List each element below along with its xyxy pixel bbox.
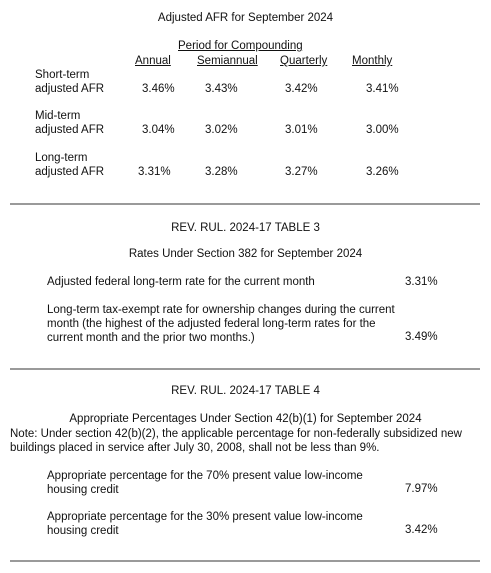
item-value: 3.31% <box>405 276 438 288</box>
period-header: Period for Compounding <box>178 40 303 52</box>
rate-quarterly: 3.27% <box>285 166 318 178</box>
rate-quarterly: 3.42% <box>285 83 318 95</box>
row-label: Mid-term <box>35 110 81 122</box>
rate-monthly: 3.41% <box>366 83 399 95</box>
table3-heading: REV. RUL. 2024-17 TABLE 3 <box>171 222 320 234</box>
rate-annual: 3.04% <box>142 124 175 136</box>
row-label: adjusted AFR <box>35 166 105 178</box>
column-header-semiannual: Semiannual <box>197 55 258 67</box>
rate-annual: 3.46% <box>142 83 175 95</box>
section-divider <box>10 203 480 205</box>
item-value: 7.97% <box>405 483 438 495</box>
item-value: 3.42% <box>405 524 438 536</box>
column-header-annual: Annual <box>135 55 171 67</box>
rate-semiannual: 3.02% <box>205 124 238 136</box>
item-text: Long-term tax-exempt rate for ownership changes during the current month (the highest of the adjusted federal long-term rates for the current month and the prior two months.) <box>47 304 395 344</box>
afr-title: Adjusted AFR for September 2024 <box>157 12 334 24</box>
table4-subheading: Appropriate Percentages Under Section 42(b)(1) for September 2024 <box>69 413 422 425</box>
item-text: Adjusted federal long-term rate for the current month <box>47 276 315 288</box>
item-value: 3.49% <box>405 331 438 343</box>
item-text: Appropriate percentage for the 70% present value low-income housing credit <box>47 470 363 496</box>
row-label: Long-term <box>35 152 88 164</box>
column-header-quarterly: Quarterly <box>280 55 328 67</box>
table4-note: Note: Under section 42(b)(2), the applicable percentage for non-federally subsidized new buildings placed in service after July 30, 2008, shall not be less than 9%. <box>10 428 462 454</box>
rate-semiannual: 3.43% <box>205 83 238 95</box>
row-label: adjusted AFR <box>35 124 105 136</box>
rate-semiannual: 3.28% <box>205 166 238 178</box>
rate-annual: 3.31% <box>138 166 171 178</box>
section-divider <box>10 368 480 370</box>
table3-subheading: Rates Under Section 382 for September 2024 <box>128 248 363 260</box>
rate-monthly: 3.00% <box>366 124 399 136</box>
row-label: adjusted AFR <box>35 83 105 95</box>
table4-heading: REV. RUL. 2024-17 TABLE 4 <box>171 385 320 397</box>
rate-quarterly: 3.01% <box>285 124 318 136</box>
rate-monthly: 3.26% <box>366 166 399 178</box>
item-text: Appropriate percentage for the 30% present value low-income housing credit <box>47 511 363 537</box>
column-header-monthly: Monthly <box>352 55 393 67</box>
section-divider <box>10 560 480 562</box>
row-label: Short-term <box>35 69 90 81</box>
